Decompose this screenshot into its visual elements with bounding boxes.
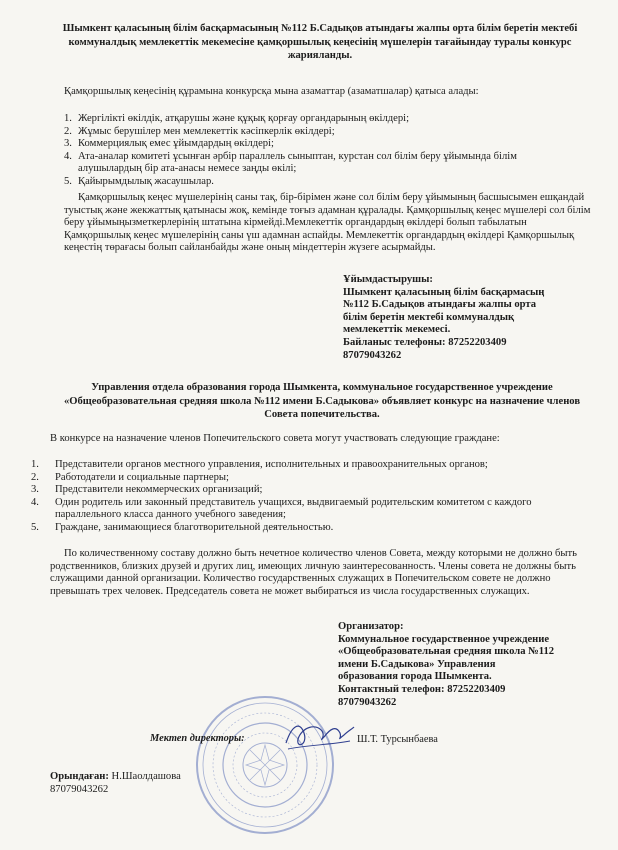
executor-phone: 87079043262: [50, 784, 109, 795]
kz-organizer-phone: Байланыс телефоны: 87252203409: [343, 336, 507, 348]
executor-label: Орындаған:: [50, 771, 109, 782]
list-item: 1. Представители органов местного управления, исполнительных и правоохранительных органов;: [31, 459, 488, 470]
list-item: 3. Коммерциялық емес ұйымдардың өкілдері;: [64, 138, 274, 150]
list-item: 2. Работодатели и социальные партнеры;: [31, 471, 229, 483]
list-item: 3. Представители некоммерческих организаций;: [31, 484, 263, 496]
ru-eligibility-list: [28, 459, 593, 535]
list-item: 5. Граждане, занимающиеся благотворительной деятельностью.: [31, 521, 334, 533]
kz-organizer-line: мемлекеттік мекемесі.: [343, 324, 451, 336]
ru-organizer-line: имени Б.Садыкова» Управления: [338, 658, 496, 670]
director-signature-label: Мектеп директоры:: [150, 733, 245, 744]
ru-body-paragraph: По количественному составу должно быть нечетное количество членов Совета, между которыми не должно быть родственников, близких друзей и других лиц, имеющих личную заинтересованность. Члены совета не должны быть служащими данной организации. Количество государственных служащих в Попечительском совете не должно превышать трех человек. Председатель совета не может выбираться из числа государственных служащих.: [50, 548, 577, 597]
handwritten-signature: [278, 715, 358, 755]
ru-organizer-line: Коммунальное государственное учреждение: [338, 633, 550, 645]
kz-intro: Қамқоршылық кеңесінің құрамына конкурсқа мына азаматтар (азаматшалар) қатыса алады:: [64, 86, 479, 97]
kz-organizer-line: Шымкент қаласының білім басқармасың: [343, 286, 545, 298]
kz-organizer-block: [343, 274, 593, 362]
executor-line: [50, 771, 181, 784]
kz-title: Шымкент қаласының білім басқармасының №112 Б.Садықов атындағы жалпы орта білім беретін мектебі коммуналдық мемлекеттік мекемесіне қамқоршылық кеңесінің мүшелерін тағайындау туралы конкурс жарияланды.: [62, 23, 578, 61]
ru-organizer-phone: Контактный телефон: 87252203409: [338, 683, 506, 695]
ru-organizer-line: «Общеобразовательная средняя школа №112: [338, 646, 555, 658]
list-item: 2. Жұмыс берушілер мен мемлекеттік кәсіпкерлік өкілдері;: [64, 125, 335, 137]
list-item: 4. Один родитель или законный представитель учащихся, выдвигаемый родительским комитетом с каждого параллельного класса данного учебного заведения;: [31, 496, 532, 521]
executor-name: Н.Шаолдашова: [108, 771, 181, 782]
ru-organizer-phone-2: 87079043262: [338, 696, 397, 708]
kz-organizer-phone-2: 87079043262: [343, 349, 402, 361]
ru-intro: В конкурсе на назначение членов Попечительского совета могут участвовать следующие граждане:: [50, 433, 500, 444]
ru-organizer-heading: Организатор:: [338, 621, 404, 632]
list-item: 4. Ата-аналар комитеті ұсынған әрбір параллель сыныптан, курстан сол білім беру ұйымында білім алушылардың бір ата-анасы немесе заңды өкілі;: [64, 150, 517, 175]
director-name: Ш.Т. Турсынбаева: [357, 734, 438, 745]
official-stamp: [190, 690, 340, 840]
ru-title: Управления отдела образования города Шымкента, коммунальное государственное учреждение «Общеобразовательная средняя школа №112 имени Б.Садыкова» объявляет конкурс на назначение членов Совета попечительства.: [63, 382, 581, 420]
kz-body-paragraph: Қамқоршылық кеңес мүшелерінің саны тақ, бір-бірімен және сол білім беру ұйымының басшысымен ешқандай туыстық және жекжаттық қатынасы жоқ, кемінде тоғыз адамнан құралады. Қамқоршылық кеңес мүшелері сол білім беру ұйымыңызметкерлерінің штатына кірмейді.Мемлекеттік органдардың өкілдері болып табылатын Қамқоршылық кеңес мүшелерінің саны үш адамнан аспайды. Мемлекеттік органдардың өкілдері Қамқоршылық кеңестің төрағасы болып сайланбайды және оның міндеттерін жүзеге асырмайды.: [64, 192, 591, 254]
kz-organizer-line: білім беретін мектебі коммуналдық: [343, 311, 515, 323]
kz-organizer-line: №112 Б.Садықов атындағы жалпы орта: [343, 299, 537, 311]
kz-organizer-heading: Ұйымдастырушы:: [343, 274, 433, 285]
kz-eligibility-list: [64, 113, 564, 189]
ru-organizer-line: образования города Шымкента.: [338, 671, 492, 683]
ru-organizer-block: [338, 621, 596, 709]
list-item: 5. Қайырымдылық жасаушылар.: [64, 175, 214, 187]
list-item: 1. Жергілікті өкілдік, атқарушы және құқық қорғау органдарының өкілдері;: [64, 113, 410, 124]
